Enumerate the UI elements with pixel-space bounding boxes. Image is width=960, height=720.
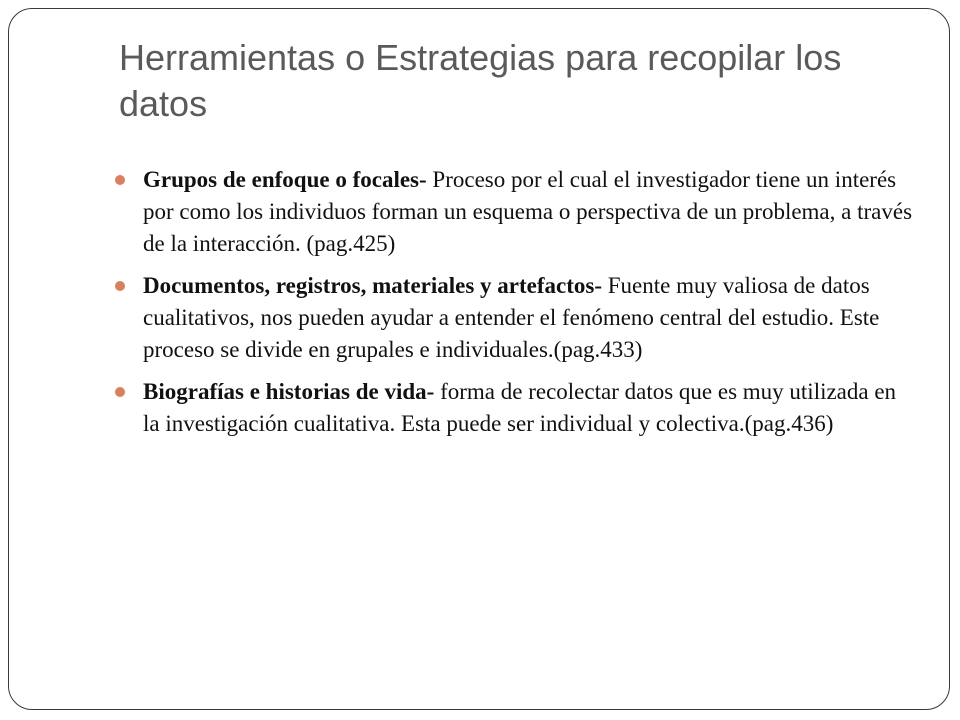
bullet-item: [115, 164, 915, 260]
bullet-term: Biografías e historias de vida-: [143, 379, 435, 404]
bullet-dot-icon: [115, 281, 125, 291]
bullet-list: [115, 164, 915, 450]
bullet-term: Grupos de enfoque o focales-: [143, 167, 427, 192]
slide-title: Herramientas o Estrategias para recopilar los datos: [119, 37, 842, 124]
bullet-term: Documentos, registros, materiales y artefactos-: [143, 273, 603, 298]
bullet-text: Proceso por el cual el investigador tiene un interés por como los individuos forman un esquema o perspectiva de un problema, a través de la interacción. (pag.425): [143, 167, 913, 256]
bullet-item: [115, 270, 915, 366]
slide-frame: [8, 8, 950, 710]
bullet-dot-icon: [115, 387, 125, 397]
bullet-text: forma de recolectar datos que es muy utilizada en la investigación cualitativa. Esta puede ser individual y colectiva.(pag.436): [143, 379, 897, 436]
bullet-text: Fuente muy valiosa de datos cualitativos, nos pueden ayudar a entender el fenómeno central del estudio. Este proceso se divide en grupales e individuales.(pag.433): [143, 273, 880, 362]
bullet-item: [115, 376, 915, 440]
bullet-dot-icon: [115, 175, 125, 185]
